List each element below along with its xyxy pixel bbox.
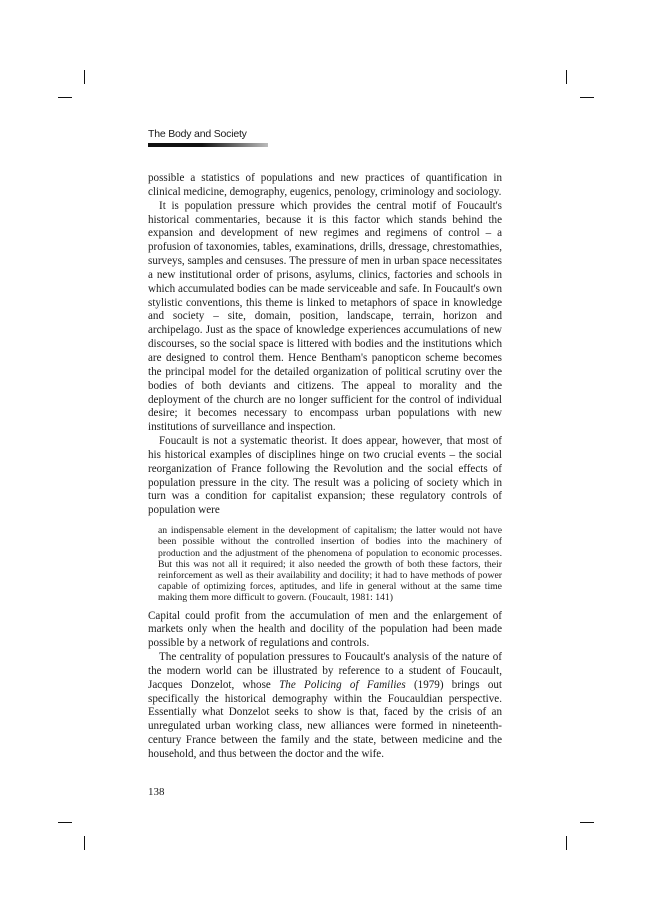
crop-mark — [580, 97, 594, 98]
running-head: The Body and Society — [148, 128, 247, 140]
crop-mark — [58, 822, 72, 823]
crop-mark — [58, 97, 72, 98]
page-number: 138 — [148, 786, 165, 798]
body-text — [148, 172, 502, 762]
paragraph: possible a statistics of populations and new practices of quantification in clinical medicine, demography, eugenics, penology, criminology and sociology. — [148, 172, 502, 198]
paragraph — [148, 651, 502, 762]
paragraph-text: (1979) brings out specifically the historical demography within the Foucauldian perspective. Essentially what Donzelot seeks to show is that, faced by the crisis of an unregulated urban working class, new alliances were formed in nineteenth-century France between the family and the state, between medicine and the household, and thus between the doctor and the wife. — [148, 678, 502, 760]
crop-mark — [84, 70, 85, 84]
crop-mark — [84, 836, 85, 850]
paragraph: It is population pressure which provides the central motif of Foucault's historical commentaries, because it is this factor which stands behind the expansion and development of new regimes and regimens of control – a profusion of taxonomies, tables, examinations, drills, dressage, chrestomathies, surveys, samples and censuses. The pressure of men in urban space necessitates a new institutional order of prisons, asylums, clinics, factories and schools in which accumulated bodies can be made serviceable and safe. In Foucault's own stylistic conventions, this theme is linked to metaphors of space in knowledge and society – site, domain, position, landscape, terrain, horizon and archipelago. Just as the space of knowledge experiences accumulations of new discourses, so the social space is littered with bodies and the institutions which are designed to control them. Hence Bentham's panopticon scheme becomes the principal model for the detailed organization of political scrutiny over the bodies of both deviants and citizens. The appeal to morality and the deployment of the church are no longer sufficient for the control of individual desire; it becomes necessary to encompass urban populations with new institutions of surveillance and inspection. — [148, 199, 502, 434]
paragraph-text: The centrality of population pressures to Foucault's analysis of the nature of the modern world can be illustrated by reference to a student of Foucault, Jacques Donzelot, whose — [148, 651, 502, 691]
crop-mark — [566, 70, 567, 84]
paragraph: Foucault is not a systematic theorist. It does appear, however, that most of his historical examples of disciplines hinge on two crucial events – the social reorganization of France following the Revolution and the social effects of population pressure in the city. The result was a policing of society which in turn was a condition for capitalist expansion; these regulatory controls of population were — [148, 435, 502, 517]
block-quote: an indispensable element in the development of capitalism; the latter would not have been possible without the controlled insertion of bodies into the machinery of production and the adjustment of the phenomena of population to economic processes. But this was not all it required; it also needed the growth of both these factors, their reinforcement as well as their availability and docility; it had to have methods of power capable of optimizing forces, aptitudes, and life in general without at the same time making them more difficult to govern. (Foucault, 1981: 141) — [158, 525, 502, 604]
crop-mark — [566, 836, 567, 850]
paragraph: Capital could profit from the accumulation of men and the enlargement of markets only when the health and docility of the population had been made possible by a network of regulations and controls. — [148, 609, 502, 650]
crop-mark — [580, 822, 594, 823]
running-head-rule — [148, 143, 268, 147]
book-title: The Policing of Families — [279, 678, 406, 691]
